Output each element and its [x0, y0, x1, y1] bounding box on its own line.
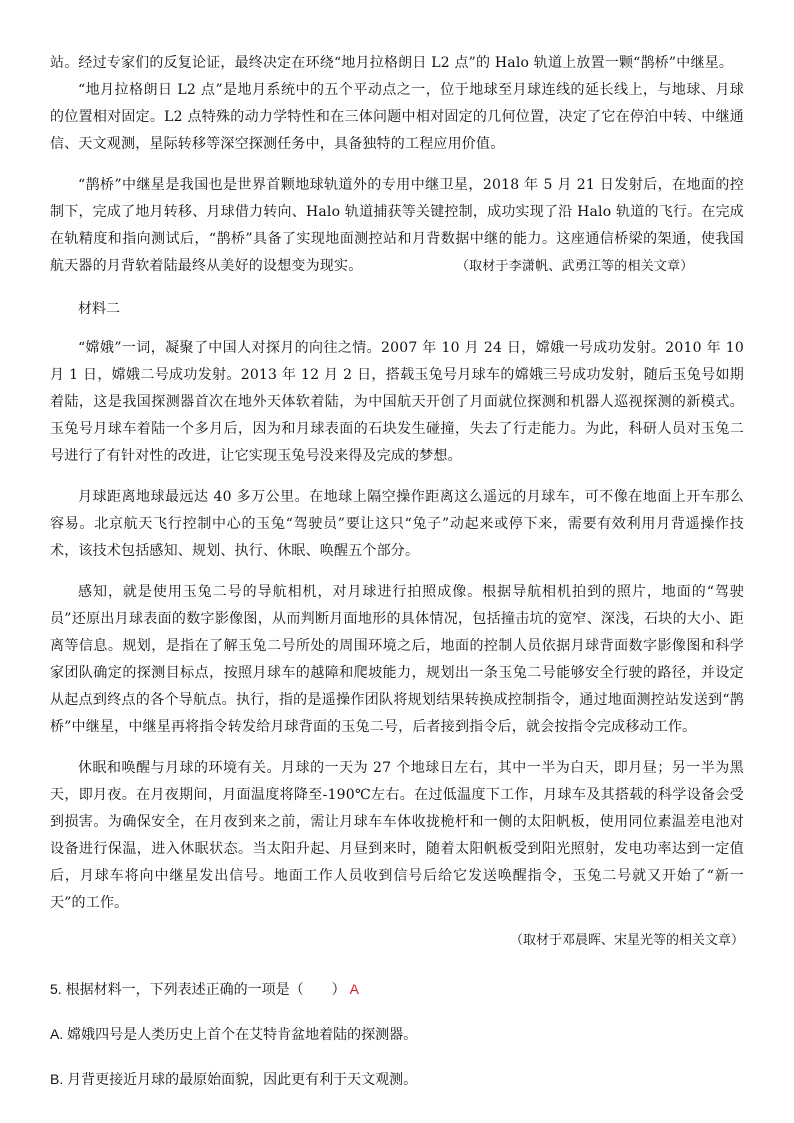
question-text: 5. 根据材料一，下列表述正确的一项是（ ）	[50, 981, 346, 997]
paragraph-l2-point: “地月拉格朗日 L2 点”是地月系统中的五个平动点之一，位于地球至月球连线的延长线上，与地球、月球的位置相对固定。L2 点特殊的动力学特性和在三体问题中相对固定的几何位置，决定了它在停泊中转、中继通信、天文观测，星际转移等深空探测任务中，具备独特的工程应用价值。	[50, 82, 744, 152]
document-body	[50, 50, 744, 1093]
paragraph-continuation: 站。经过专家们的反复论证，最终决定在环绕“地月拉格朗日 L2 点”的 Halo 轨道上放置一颗“鹊桥”中继星。	[50, 55, 734, 71]
section-heading-material-2: 材料二	[78, 301, 120, 317]
paragraph-queqiao-text: “鹊桥”中继星是我国也是世界首颗地球轨道外的专用中继卫星，2018 年 5 月 21 日发射后，在地面的控制下，完成了地月转移、月球借力转向、Halo 轨道捕获等关键控制，成功实现了沿 Halo 轨道的飞行。在完成在轨精度和指向测试后，“鹊桥”具备了实现地面测控站和月背数据中继的能力。这座通信桥梁的架通，使我国航天器的月背软着陆最终从美好的设想变为现实。	[50, 177, 744, 274]
option-b: B. 月背更接近月球的最原始面貌，因此更有利于天文观测。	[50, 1071, 418, 1087]
source-citation-2: （取材于邓晨晖、宋星光等的相关文章）	[509, 933, 744, 948]
option-a: A. 嫦娥四号是人类历史上首个在艾特肯盆地着陆的探测器。	[50, 1026, 418, 1042]
question-stem	[50, 976, 744, 1003]
paragraph-change-e: “嫦娥”一词，凝聚了中国人对探月的向往之情。2007 年 10 月 24 日，嫦娥一号成功发射。2010 年 10 月 1 日，嫦娥二号成功发射。2013 年 12 月 2 日，搭载玉兔号月球车的嫦娥三号成功发射，随后玉兔号如期着陆，这是我国探测器首次在地外天体软着陆，为中国航天开创了月面就位探测和机器人巡视探测的新模式。玉兔号月球车着陆一个多月后，因为和月球表面的石块发生碰撞，失去了行走能力。为此，科研人员对玉兔二号进行了有针对性的改进，让它实现玉兔号没来得及完成的梦想。	[50, 340, 744, 464]
answer-mark: A	[349, 981, 359, 997]
paragraph-queqiao	[50, 172, 744, 280]
paragraph-teleoperation: 月球距离地球最远达 40 多万公里。在地球上隔空操作距离这么遥远的月球车，可不像在地面上开车那么容易。北京航天飞行控制中心的玉兔“驾驶员”要让这只“兔子”动起来或停下来，需要有效利用月背遥操作技术，该技术包括感知、规划、执行、休眠、唤醒五个部分。	[50, 489, 744, 559]
paragraph-sleep-wake: 休眠和唤醒与月球的环境有关。月球的一天为 27 个地球日左右，其中一半为白天，即月昼；另一半为黑天，即月夜。在月夜期间，月面温度将降至-190℃左右。在过低温度下工作，月球车及其搭载的科学设备会受到损害。为确保安全，在月夜到来之前，需让月球车车体收拢桅杆和一侧的太阳帆板，使用同位素温差电池对设备进行保温，进入休眠状态。当太阳升起、月昼到来时，随着太阳帆板受到阳光照射，发电功率达到一定值后，月球车将向中继星发出信号。地面工作人员收到信号后给它发送唤醒指令，玉兔二号就又开始了“新一天”的工作。	[50, 760, 744, 911]
source-citation-1: （取材于李潇帆、武勇江等的相关文章）	[462, 259, 694, 274]
paragraph-perception-planning: 感知，就是使用玉兔二号的导航相机，对月球进行拍照成像。根据导航相机拍到的照片，地面的“驾驶员”还原出月球表面的数字影像图，从而判断月面地形的具体情况，包括撞击坑的宽窄、深浅，石块的大小、距离等信息。规划，是指在了解玉兔二号所处的周围环境之后，地面的控制人员依据月球背面数字影像图和科学家团队确定的探测目标点，按照月球车的越障和爬坡能力，规划出一条玉兔二号能够安全行驶的路径，并设定从起点到终点的各个导航点。执行，指的是遥操作团队将规划结果转换成控制指令，通过地面测控站发送到“鹊桥”中继星，中继星再将指令转发给月球背面的玉兔二号，后者接到指令后，就会按指令完成移动工作。	[50, 584, 744, 735]
